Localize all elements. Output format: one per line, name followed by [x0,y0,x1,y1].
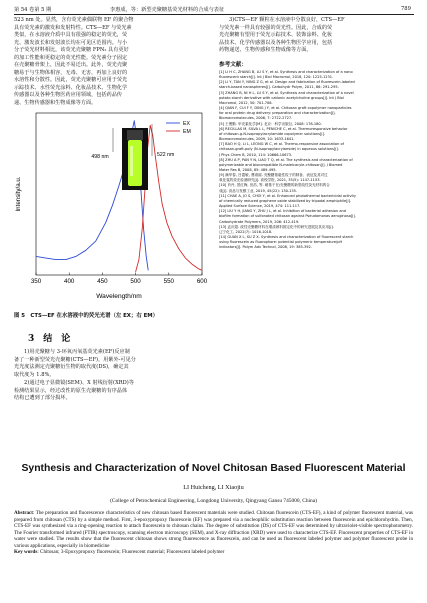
body-line: 3)CTS—EF 颗粒在水溶液中分散良好，CTS—EF [229,17,345,23]
english-title: Synthesis and Characterization of Novel Chitosan Based Fluorescent Material [21,463,406,474]
vial-highlight [130,146,133,176]
english-affiliation: (College of Petrochemical Engineering, Longdong University, Qingyang Gansu 745000, China) [110,498,317,504]
reference-line: Carbohydrate Polymers, 2019, 206: 412-419. [219,219,300,224]
reference-line: [2] LI Y, TAN Y, NING Z G, et al. Design and fabrication of fluorescein-labeled [219,80,355,85]
conclusion-text [14,349,210,403]
chart-legend [166,121,191,135]
reference-line: Biomacromolecules, 2009, 10: 1633-1641. [219,137,295,142]
reference-line: 辽宁化工, 2022(7): 1016-1018. [219,229,273,234]
reference-line: of chitosan-g-N-isopropylacrylamide copolymer solutions[J]. [219,131,325,136]
body-line: 备了一种新型荧光壳聚糖(CTS—EF)，用紫外-可见分 [14,356,136,363]
body-line: 光、激发波长和发射波长均在可见区范围内。与小 [14,39,128,46]
reference-line: 氧化氢的荧光检测研究[J]. 高校学报, 2021, 35(5): 1147-1153. [219,178,321,183]
reference-line: [9] 满华春, 吕霞敏, 曹淑丽. 壳聚糖基磁性粒子的制备、表征及其对过 [219,173,328,178]
reference-line: Macromol, 2012, 50: 701-706. [219,100,273,105]
reference-line: J Phys Chem B, 2010, 114: 10666-10673. [219,152,293,157]
plot-frame [36,113,202,275]
x-tick-label: 350 [30,278,42,285]
vial-photo-inset [122,128,148,190]
body-line: 光壳聚糖有望用于荧光示踪技术、装饰涂料、化妆 [219,32,333,39]
body-line: 糖易于与生物体相容，无毒、无害，再加上良好的 [14,69,128,76]
conclusion-heading: 3 结 论 [28,334,71,344]
body-line: 2)通过电子显微镜(SEM)、X 射线衍射(XRD)等 [24,379,134,386]
body-line: 的加工性能和更稳定的荧光性能。荧光素分子固定 [14,54,128,61]
header-page-number: 789 [401,6,411,12]
body-line: 药物递送、生物传感和生物成像等方面。 [219,47,312,54]
reference-line: Mater Res B, 2008, 85: 489-495. [219,167,277,172]
body-line: 示踪技术、水性荧光涂料、化妆品技术、生物化学 [14,84,128,91]
reference-line: [14] GUAN X L, SU Z X. Synthesis and characterization of fluorescent starch [219,235,354,239]
reference-list [219,70,415,250]
reference-line: [13] 孟庆超. 改性壳聚糖材料在增漆颜料固定化中的研究进展及其应用[J]. [219,224,334,229]
reference-line: [7] BAO H Q, LI L, LEONG W C, et al. Thermo-responsive association of [219,142,344,147]
figure-caption: 图 5 CTS—EF 在水溶液中的荧光光谱（左 EX；右 EM） [14,313,159,319]
right-column-text [219,17,415,55]
x-tick-label: 600 [196,278,208,285]
reference-line: for oral protein drug delivery: preparation and characterization[J]. [219,111,336,116]
body-line: 品技术、化学传感器以及各种生物医学应用，包括 [219,39,333,46]
reference-line: using fluorescein as fluorophore: potential polymeric temperature/pH [219,240,343,245]
series-layer [36,121,202,272]
reference-line: Biomacromolecules, 2006, 7: 2722-2727. [219,116,293,121]
english-abstract [14,510,413,556]
reference-line: [11] CHAE A, JO S, CHOI Y, et al. Enhanced photothermal bactericidal activity [219,193,356,198]
body-line: 与荧光素一样具有较强的荧光性。因此，合成的荧 [219,24,333,31]
abstract-text: : The preparation and fluorescence characteristics of new chitosan based fluorescent materials were studied. Chitosan fluorescein (CTS-EF), a kind of polymer fluorescent material, was prepared from chitosan (CTS) by a simple method. First, 3-epoxypropoxy fluorescein (EF) was prepared via a nucleophilic substitution reaction between fluorescein and epichlorohydrin. Then, CTS-EF was synthesized via a ring-opening reaction to attach fluorescein to chitosan chains. The degree of substitution (DS) of CTS-EF was determined by ultraviolet-visible spectrophotometry. The Fourier transformed infrared (FTIR) spectroscopy, scanning electron microscopy (SEM), and X-ray diffraction (XRD) were used to characterize CTS-EF. Fluorescent properties of CTS-EF in water were studied. The results show that the fluorescent chitosan shows strong fluorescence as fluorescein, and can be used as fluorescent labeled polymer and polymer fluorescent probe in various applications, especially in biomedicine [14,510,413,549]
body-line: 在壳聚糖骨架上，因此不易迁出。此外，荧光壳聚 [14,62,128,69]
body-line: 类似，在水溶液介质中具有很强的稳定的荧光，荧 [14,32,128,39]
body-line: 递、生物传感器和生物成像等方面。 [14,100,97,107]
header-article-info: 李惠成，等：新型壳聚糖基荧光材料的合成与表征 [110,7,225,13]
reference-line: of chemically reduced graphene oxide stabilized by tripodal amphiphile[J]. [219,198,352,203]
reference-line: [10] 肖丹, 蔡红梅, 田浩, 等. 硝基于在/壳聚糖的新型改性荧光材料的合 [219,183,330,188]
references-heading: 参考文献： [219,62,247,68]
x-tick-label: 500 [130,278,141,285]
body-line: 523 nm 处。显然，含有荧光素偶联物 EF 的聚合物 [14,17,134,23]
reference-line: biofilm formation of sulfonated chitosan against Pseudomonas aeruginosa[J]. [219,214,356,219]
body-line: 取代度为 1.8%。 [14,372,55,379]
reference-line: starch-based nanospheres[J]. Carbohydr Polym, 2011, 86: 291-295. [219,85,339,90]
x-axis-ticks [31,273,208,286]
header-volume: 第 54 卷第 5 期 [14,7,52,13]
reference-line: chitosan-graft-poly (N-isopropylacrylamide) in aqueous solutions[J]. [219,147,339,152]
header-rule [14,14,414,15]
reference-line: fluorescent starch[J]. Int J Biol Macromol, 2018, 120: 1225-1231. [219,75,334,80]
reference-line: [6] RECILLAS M, SILVA L L, PENICHE C, et al. Thermoresponsive behavior [219,126,348,131]
x-tick-label: 550 [163,278,174,285]
x-tick-label: 450 [97,278,108,285]
body-line: 1)用壳聚糖与 3-环氧丙氧基荧光素(EF)反应制 [24,349,130,355]
reference-line: potato starch derivative with cationic acetylcholine groups[J]. Int J Biol [219,95,344,100]
ex-peak-annotation: 498 nm [91,154,109,160]
reference-line: [5] 王俊勤. 甲壳素化学[M]. 北京：科学出版社, 2008: 178-180. [219,121,322,126]
x-tick-label: 400 [64,278,75,285]
reference-line: polymerizable and biocompatible N-maleicacyle-chitosan[J]. J Biomed [219,162,343,167]
body-line: 具有荧光素的激发和发射特性。CTS—EF 与荧光素 [14,24,132,31]
keywords-paragraph [14,549,413,556]
reference-line: [1] LI H C, ZHANG B, LU S Y, et al. Synthesis and characterization of a nano [219,70,353,74]
keywords-label: Key words [14,549,38,556]
keywords-text: : Chitosan; 3-Epoxypropoxy fluorescein; Fluorescent material; Fluorescent labeled polymer [37,549,225,556]
reference-line: [12] LIU Y H, JIANG Y, ZHU J L, et al. Inhibition of bacterial adhesion and [219,209,346,214]
body-line: 检测结果显示，经过改性的原生壳聚糖的有序晶体 [14,387,128,394]
body-line: 水溶性和分散性。因此，荧光壳聚糖可应用于荧光 [14,77,128,84]
reference-line: [3] ZHANG B, NI H L, LU S Y, et al. Synthesis and characterization of a novel [219,90,354,95]
fluorescence-spectrum-chart [14,110,210,304]
abstract-label: Abstract [14,510,33,516]
vial-cap [127,130,143,140]
body-line: 传感器以及各种生物医药应用领域，包括药品传 [14,92,123,99]
x-axis-label: Wavelength/nm [96,293,142,300]
reference-line: [8] ZHU A P, PAN Y N, LIAO T Q, et al. The synthesis and characterization of [219,157,353,162]
em-peak-annotation: 522 nm [157,152,175,158]
legend-ex-label: EX [183,121,190,127]
reference-line: Applied Surface Science, 2019, 474: 111-117. [219,204,301,209]
legend-em-label: EM [183,129,191,135]
y-axis-label: Intensity/a.u. [15,176,22,212]
body-line: 结构已遭到了部分损坏。 [14,395,71,402]
left-column-text [14,17,210,108]
reference-line: indicators[J]. Polym Adv Technol, 2008, 19: 385-392. [219,245,312,250]
reference-line: 成[J]. 食品与发酵工业, 2019, 45(22): 130-135. [219,188,298,193]
reference-line: [4] QIAN F, CUI F Y, DING J Y, et al. Chitosan graft copolymer nanoparticles [219,106,352,111]
english-authors: LI Huicheng, LI Xiaojiu [183,484,244,491]
body-line: 分子荧光材料相比，该荧光壳聚糖 FPN₂ 具有更好 [14,47,129,54]
abstract-paragraph [14,510,413,549]
body-line: 光光度法测定壳聚糖衍生物的取代度(DS)，确定其 [14,364,129,371]
